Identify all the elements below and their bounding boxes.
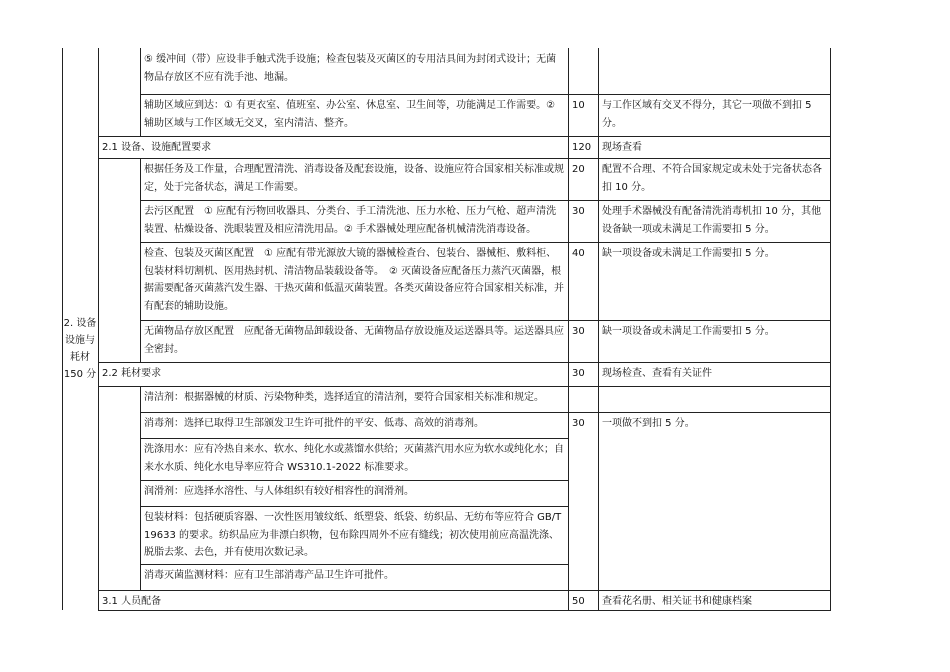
grid-line xyxy=(140,242,831,243)
row-score: 50 xyxy=(572,596,585,607)
row-score xyxy=(568,48,598,94)
grid-line xyxy=(598,48,599,610)
grid-line xyxy=(140,320,831,321)
section-label xyxy=(62,312,98,392)
grid-line xyxy=(140,48,141,136)
row-score: 40 xyxy=(572,248,585,259)
row-score: 20 xyxy=(572,164,585,175)
section-label-line: 2. 设备 xyxy=(63,318,97,329)
row-score: 120 xyxy=(572,142,592,153)
grid-line xyxy=(140,564,569,565)
grid-line xyxy=(568,48,569,610)
row-score: 30 xyxy=(572,206,585,217)
grid-line xyxy=(98,590,831,591)
row-method xyxy=(598,48,830,94)
section-label-line: 设施与 xyxy=(65,335,95,346)
row-score: 10 xyxy=(572,100,585,111)
row-method: 现场检查、查看有关证件 xyxy=(602,368,712,379)
row-content: 包装材料：包括硬质容器、一次性医用皱纹纸、纸塑袋、纸袋、纺织品、无纺布等应符合 GB/T19633 的要求。纺织品应为非漂白织物，包布除四周外不应有缝线；初次使用前应高温洗涤、脱脂去浆、去色，并有使用次数记录。 xyxy=(144,512,562,558)
row-content: 辅助区域应到达：① 有更衣室、值班室、办公室、休息室、卫生间等，功能满足工作需要。② 辅助区域与工作区域无交叉，室内清洁、整齐。 xyxy=(144,100,556,129)
grid-line xyxy=(98,136,831,137)
grid-line xyxy=(140,506,569,507)
row-content: 清洁剂：根据器械的材质、污染物种类，选择适宜的清洁剂，要符合国家相关标准和规定。 xyxy=(144,392,544,403)
section-label-line: 耗材 xyxy=(70,352,90,363)
grid-line xyxy=(140,480,569,481)
row-method: 缺一项设备或未满足工作需要扣 5 分。 xyxy=(602,326,775,337)
row-content: 消毒灭菌监测材料：应有卫生部消毒产品卫生许可批件。 xyxy=(144,570,394,581)
row-score xyxy=(568,386,598,412)
row-method: 与工作区域有交叉不得分，其它一项做不到扣 5 分。 xyxy=(602,100,812,129)
section-label-line: 150 分 xyxy=(63,369,97,380)
grid-line xyxy=(140,386,141,590)
grid-line xyxy=(830,48,831,610)
grid-line xyxy=(140,158,141,362)
row-method: 缺一项设备或未满足工作需要扣 5 分。 xyxy=(602,248,775,259)
grid-line xyxy=(98,610,831,611)
row-content: 去污区配置 ① 应配有污物回收器具、分类台、手工清洗池、压力水枪、压力气枪、超声清洗装置、枯燥设备、洗眼装置及相应清洗用品。② 手术器械处理应配备机械清洗消毒设备。 xyxy=(144,206,557,235)
row-content: 无菌物品存放区配置 应配备无菌物品卸载设备、无菌物品存放设施及运送器具等。运送器具应全密封。 xyxy=(144,326,564,355)
row-score: 30 xyxy=(572,368,585,379)
row-method: 一项做不到扣 5 分。 xyxy=(602,418,695,429)
row-score: 30 xyxy=(572,418,585,429)
grid-line xyxy=(140,438,569,439)
grid-line xyxy=(62,48,63,610)
row-content: 根据任务及工作量，合理配置清洗、消毒设备及配套设施，设备、设施应符合国家相关标准或规定，处于完备状态，满足工作需要。 xyxy=(144,164,564,193)
grid-line xyxy=(140,412,831,413)
row-content: 润滑剂：应选择水溶性、与人体组织有较好相容性的润滑剂。 xyxy=(144,486,414,497)
subsection-title: 2.2 耗材要求 xyxy=(102,368,162,379)
row-method: 查看花名册、相关证书和健康档案 xyxy=(602,596,752,607)
row-method xyxy=(598,386,830,412)
row-content: 洗涤用水：应有冷热自来水、软水、纯化水或蒸馏水供给；灭菌蒸汽用水应为软水或纯化水；自来水水质、纯化水电导率应符合 WS310.1-2022 标准要求。 xyxy=(144,444,564,473)
subsection-title: 3.1 人员配备 xyxy=(102,596,162,607)
row-method: 配置不合理、不符合国家规定或未处于完备状态各扣 10 分。 xyxy=(602,164,822,193)
grid-line xyxy=(98,362,831,363)
grid-line xyxy=(140,94,831,95)
grid-line xyxy=(98,386,831,387)
row-method: 处理手术器械没有配备清洗消毒机扣 10 分，其他设备缺一项或未满足工作需要扣 5 分。 xyxy=(602,206,822,235)
grid-line xyxy=(98,158,831,159)
row-content: 消毒剂：选择已取得卫生部颁发卫生许可批件的平安、低毒、高效的消毒剂。 xyxy=(144,418,484,429)
row-content: ⑤ 缓冲间（带）应设非手触式洗手设施；检查包装及灭菌区的专用洁具间为封闭式设计；无菌物品存放区不应有洗手池、地漏。 xyxy=(144,54,557,83)
grid-line xyxy=(98,48,99,610)
row-method: 现场查看 xyxy=(602,142,642,153)
row-score: 30 xyxy=(572,326,585,337)
subsection-title: 2.1 设备、设施配置要求 xyxy=(102,142,212,153)
grid-line xyxy=(140,200,831,201)
row-content: 检查、包装及灭菌区配置 ① 应配有带光源放大镜的器械检查台、包装台、器械柜、敷料柜、包装材料切割机、医用热封机、清洁物品装载设备等。 ② 灭菌设备应配备压力蒸汽灭菌器，根据需要配备灭菌蒸汽发生器、干热灭菌和低温灭菌装置。各类灭菌设备应符合国家相关标准，并有配套的辅助设施。 xyxy=(144,248,564,312)
